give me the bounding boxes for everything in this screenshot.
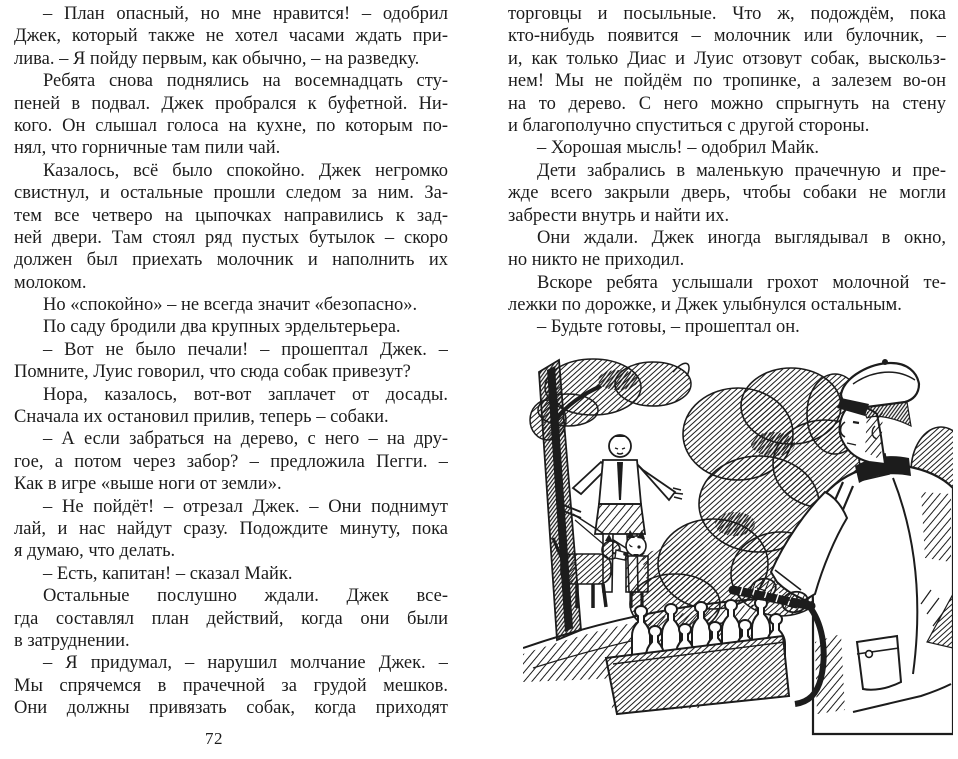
right-text-column <box>508 3 946 339</box>
text-line: кто-нибудь появится – молочник или булочник, – <box>508 26 946 47</box>
text-line: Мы спрячемся в прачечной за грудой мешков. <box>14 675 448 696</box>
text-line: Дети забрались в маленькую прачечную и пре- <box>537 160 946 181</box>
text-line: – Не пойдёт! – отрезал Джек. – Они поднимут <box>43 496 448 517</box>
text-line: – План опасный, но мне нравится! – одобрил <box>43 4 448 24</box>
text-line: лежки по дорожке, и Джек улыбнулся остальным. <box>508 295 902 316</box>
text-line: ней двери. Там стоял ряд пустых бутылок – скоро <box>14 227 448 248</box>
tree-foliage <box>530 359 691 440</box>
text-line: свистнул, и остальные прошли следом за ним. За- <box>14 183 448 204</box>
text-line: Вскоре ребята услышали грохот молочной те- <box>537 272 946 293</box>
text-line: жде всего закрыли дверь, чтобы собаки не могли <box>508 183 946 204</box>
text-line: лай, и нас найдут сразу. Подождите минуту, пока <box>14 518 448 539</box>
text-line: – Вот не было печали! – прошептал Джек. – <box>43 339 448 360</box>
text-line: торговцы и посыльные. Что ж, подождём, пока <box>508 4 946 24</box>
text-line: Они должны привязать собак, когда приходят <box>14 698 448 719</box>
text-line: кого. Он слышал голоса на кухне, по которым по- <box>14 115 448 136</box>
illustration-svg <box>523 342 953 737</box>
text-line: Нора, казалось, вот-вот заплачет от досады. <box>43 384 448 405</box>
text-line: Казалось, всё было спокойно. Джек негромко <box>43 160 448 181</box>
text-line: Как в игре «выше ноги от земли». <box>14 474 282 495</box>
text-line: нем! Мы не пойдём по тропинке, а залезем во-он <box>508 71 946 92</box>
text-line: Они ждали. Джек иногда выглядывал в окно, <box>537 227 946 248</box>
text-line: Но «спокойно» – не всегда значит «безопасно». <box>43 295 418 316</box>
page-number: 72 <box>205 729 223 748</box>
text-line: – Есть, капитан! – сказал Майк. <box>43 563 293 584</box>
text-line: молоком. <box>14 272 87 293</box>
text-line: Помните, Луис говорил, что сюда собак привезут? <box>14 362 411 383</box>
text-line: но никто не приходил. <box>508 250 685 271</box>
text-line: на то дерево. С него можно спрыгнуть на стену <box>508 93 946 114</box>
text-line: забрести внутрь и найти их. <box>508 205 730 226</box>
text-line: тем все четверо на цыпочках направились к зад- <box>14 205 448 226</box>
text-line: и, как только Диас и Луис отзовут собак, выскольз- <box>508 48 946 69</box>
book-illustration <box>523 342 953 737</box>
text-line: – А если забраться на дерево, с него – на дру- <box>43 429 448 450</box>
text-line: в затруднении. <box>14 630 130 651</box>
text-line: Джек, который также не хотел часами ждать при- <box>14 26 448 47</box>
text-line: гое, а потом через забор? – предложила Пегги. – <box>14 451 448 472</box>
text-line: я думаю, что делать. <box>14 541 176 562</box>
text-line: – Я придумал, – нарушил молчание Джек. – <box>43 653 448 674</box>
text-line: – Будьте готовы, – прошептал он. <box>537 317 800 338</box>
text-line: Сначала их остановил прилив, теперь – собаки. <box>14 407 389 428</box>
text-line: должен был приехать молочник и наполнить их <box>14 250 448 271</box>
text-line: По саду бродили два крупных эрдельтерьера. <box>43 317 401 338</box>
text-line: нял, что горничные там пили чай. <box>14 138 281 159</box>
text-line: и благополучно спуститься с другой стороны. <box>508 115 870 136</box>
text-line: пеней в подвал. Джек пробрался к буфетной. Ни- <box>14 93 448 114</box>
text-line: Ребята снова поднялись на восемнадцать сту- <box>43 71 448 92</box>
left-text-column <box>14 3 448 720</box>
text-line: гда составлял план действий, когда они были <box>14 608 448 629</box>
text-line: – Хорошая мысль! – одобрил Майк. <box>537 138 820 159</box>
text-line: Остальные послушно ждали. Джек все- <box>43 586 448 607</box>
text-line: лива. – Я пойду первым, как обычно, – на разведку. <box>14 48 420 69</box>
